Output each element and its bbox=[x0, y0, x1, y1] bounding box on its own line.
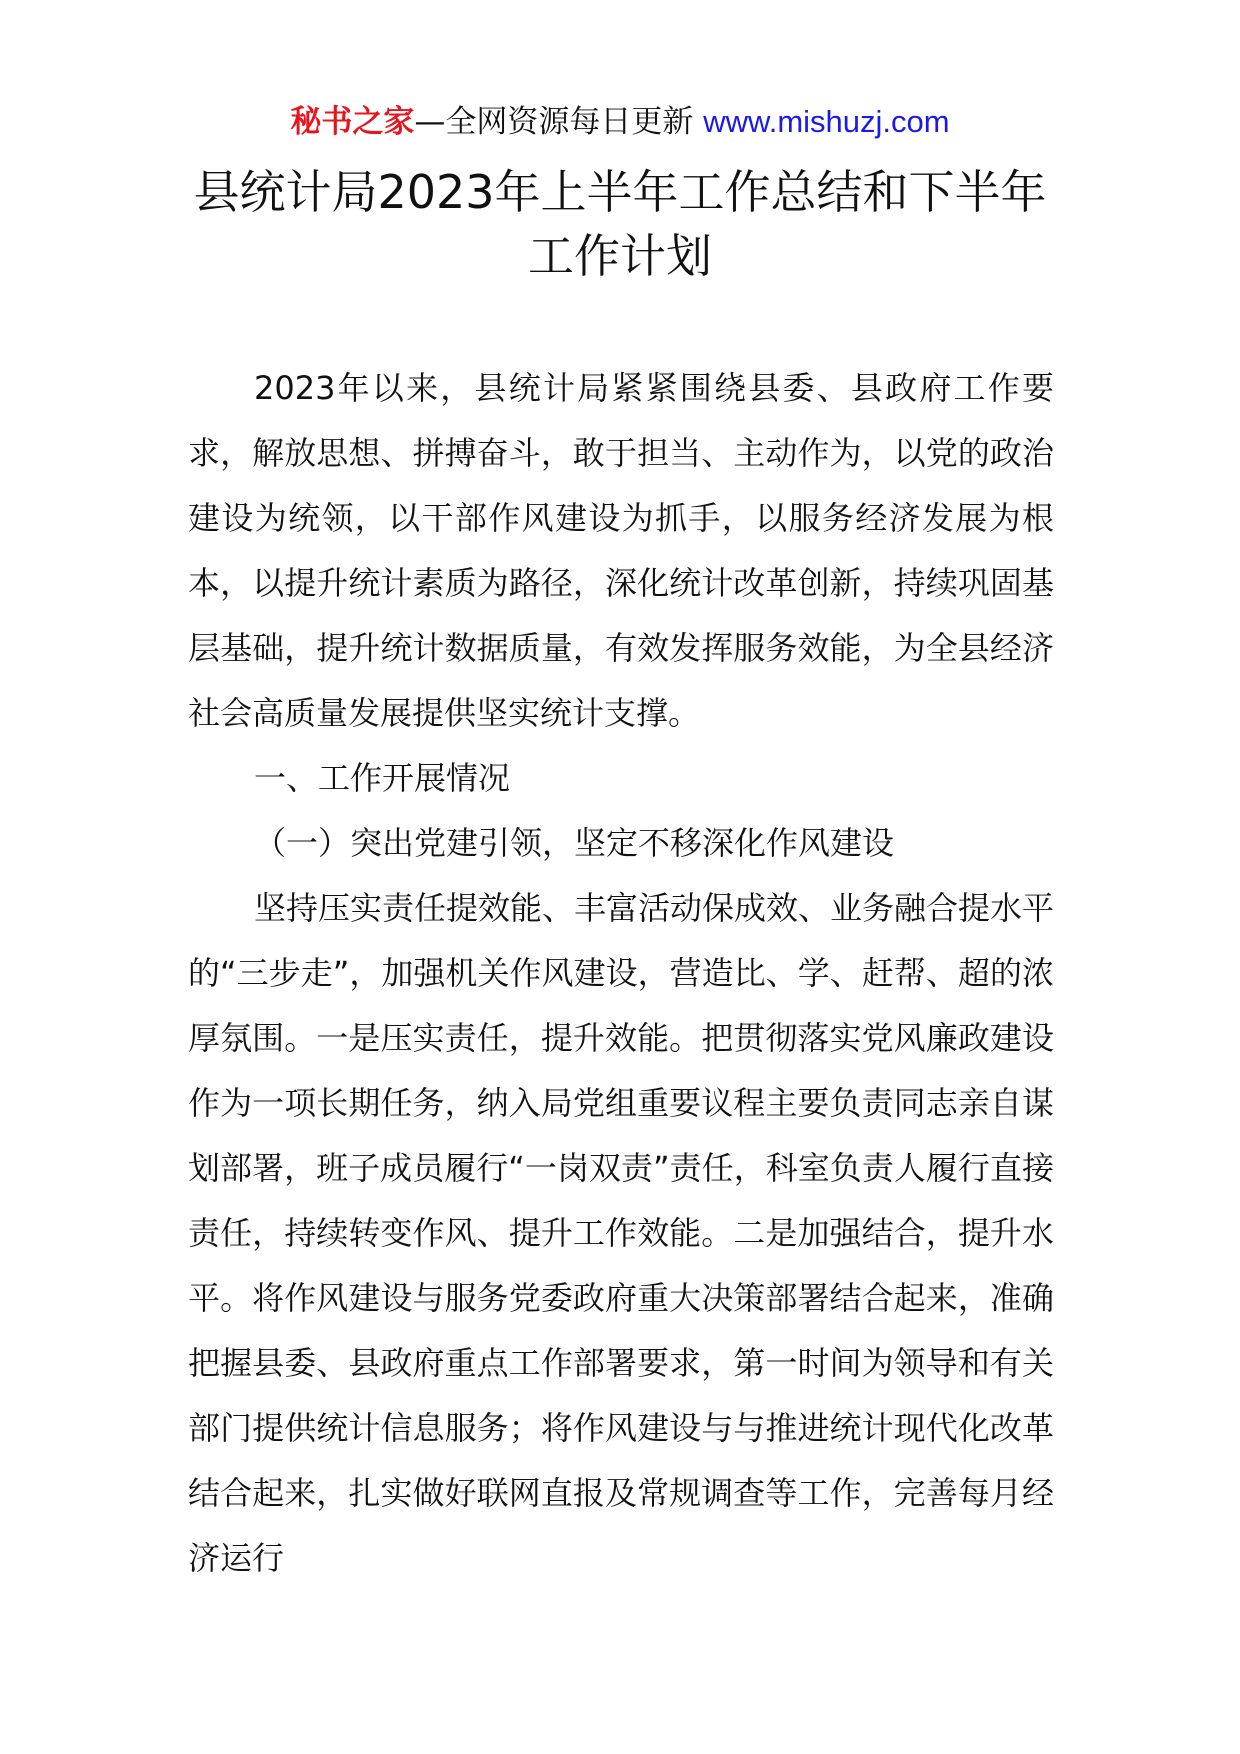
body-paragraph: 坚持压实责任提效能、丰富活动保成效、业务融合提水平的“三步走”，加强机关作风建设，营造比、学、赶帮、超的浓厚氛围。一是压实责任，提升效能。把贯彻落实党风廉政建设作为一项长期任务，纳入局党组重要议程主要负责同志亲自谋划部署，班子成员履行“一岗双责”责任，科室负责人履行直接责任，持续转变作风、提升工作效能。二是加强结合，提升水平。将作风建设与服务党委政府重大决策部署结合起来，准确把握县委、县政府重点工作部署要求，第一时间为领导和有关部门提供统计信息服务；将作风建设与与推进统计现代化改革结合起来，扎实做好联网直报及常规调查等工作，完善每月经济运行 bbox=[188, 889, 1055, 1577]
site-header bbox=[0, 100, 1240, 144]
document-title-line-1: 县统计局2023年上半年工作总结和下半年 bbox=[193, 165, 1047, 219]
site-tagline: —全网资源每日更新 bbox=[414, 104, 704, 140]
document-title bbox=[150, 160, 1090, 288]
document-title-line-2: 工作计划 bbox=[528, 229, 712, 283]
subsection-heading: （一）突出党建引领，坚定不移深化作风建设 bbox=[254, 824, 895, 862]
site-url-link[interactable]: www.mishuzj.com bbox=[703, 104, 950, 139]
intro-paragraph: 2023年以来，县统计局紧紧围绕县委、县政府工作要求，解放思想、拼搏奋斗，敢于担当、主动作为，以党的政治建设为统领，以干部作风建设为抓手，以服务经济发展为根本，以提升统计素质为路径，深化统计改革创新，持续巩固基层基础，提升统计数据质量，有效发挥服务效能，为全县经济社会高质量发展提供坚实统计支撑。 bbox=[188, 369, 1054, 732]
site-brand: 秘书之家 bbox=[290, 104, 415, 140]
document-body bbox=[188, 356, 1054, 1591]
section-heading: 一、工作开展情况 bbox=[254, 759, 511, 797]
